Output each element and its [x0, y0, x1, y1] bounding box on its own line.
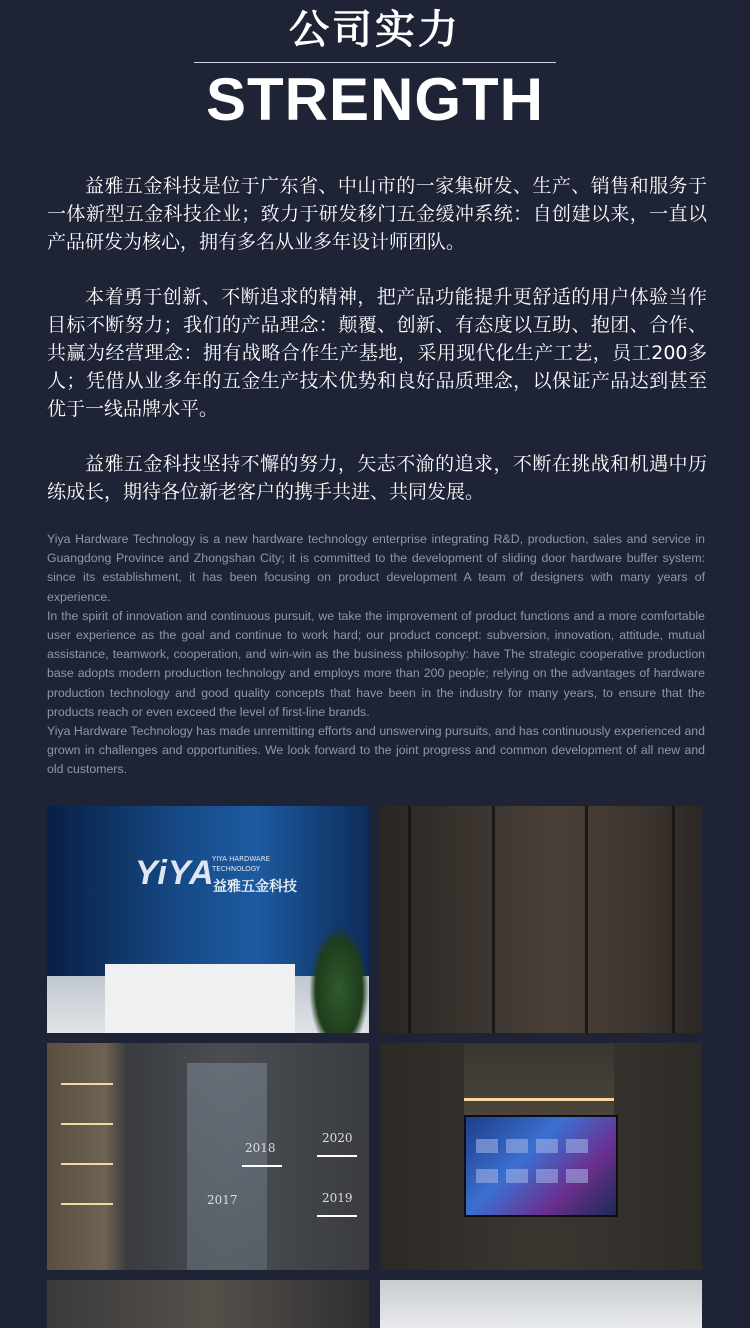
page-title-en: STRENGTH — [206, 66, 544, 133]
television — [464, 1115, 618, 1217]
wall-seam — [672, 806, 675, 1033]
year-label: 2018 — [245, 1141, 276, 1155]
tv-tile — [506, 1169, 528, 1183]
cn-paragraph: 益雅五金科技是位于广东省、中山市的一家集研发、生产、销售和服务于一体新型五金科技企业；致力于研发移门五金缓冲系统：自创建以来，一直以产品研发为核心，拥有多名从业多年设计师团队。 — [47, 175, 707, 253]
wall-seam — [492, 806, 495, 1033]
company-cn-name: 益雅五金科技 — [213, 879, 297, 895]
plant — [309, 926, 369, 1033]
tv-tile — [536, 1169, 558, 1183]
year-label: 2020 — [322, 1131, 353, 1145]
photo-bottom-left — [47, 1280, 369, 1328]
logo-subtitle-line: TECHNOLOGY — [212, 865, 261, 873]
shelf-light — [61, 1083, 113, 1085]
en-paragraph: In the spirit of innovation and continuous pursuit, we take the improvement of product functions and a more comfortable user experience as the goal and continue to work hard; our product concept: subversion, innovation, attitude, mutual assistance, teamwork, cooperation, and win-win as the business philosophy: have The strategic cooperative production base adopts modern production technology and employs more than 200 people; relying on the advantages of hardware production technology and good quality concepts that have been in the industry for many years, to ensure that the products reach or even exceed the level of first-line brands. — [47, 608, 705, 719]
cabinet-light — [464, 1098, 614, 1101]
year-label: 2017 — [207, 1193, 238, 1207]
photo-bottom-right — [380, 1280, 702, 1328]
tv-tile — [476, 1169, 498, 1183]
logo-subtitle-line: YIYA HARDWARE — [212, 855, 271, 863]
company-logo: YiYA — [135, 854, 215, 892]
tv-tile — [566, 1169, 588, 1183]
light-bar — [317, 1215, 357, 1217]
photo-tv-wall — [380, 1043, 702, 1270]
en-paragraph: Yiya Hardware Technology has made unremitting efforts and unswerving pursuits, and has continuously experienced and grown in challenges and opportunities. We look forward to the joint progress and common development of all new and old customers. — [47, 724, 705, 777]
tv-tile — [506, 1139, 528, 1153]
cn-description — [47, 172, 707, 533]
logo-subtitle — [212, 854, 270, 874]
reception-desk — [105, 964, 295, 1033]
wall-seam — [408, 806, 411, 1033]
year-label: 2019 — [322, 1191, 353, 1205]
cn-paragraph: 益雅五金科技坚持不懈的努力，矢志不渝的追求，不断在挑战和机遇中历练成长，期待各位新老客户的携手共进、共同发展。 — [47, 453, 707, 503]
cn-paragraph: 本着勇于创新、不断追求的精神，把产品功能提升更舒适的用户体验当作目标不断努力；我们的产品理念：颠覆、创新、有态度以互助、抱团、合作、共赢为经营理念：拥有战略合作生产基地，采用现代化生产工艺，员工200多人；凭借从业多年的五金生产技术优势和良好品质理念，以保证产品达到甚至优于一线品牌水平。 — [47, 286, 707, 420]
tv-tile — [536, 1139, 558, 1153]
en-description — [47, 530, 705, 780]
light-bar — [317, 1155, 357, 1157]
tv-tile — [476, 1139, 498, 1153]
display-cabinet — [464, 1043, 614, 1115]
shelf-light — [61, 1163, 113, 1165]
photo-display-wall — [47, 1043, 369, 1270]
photo-wood-wall — [380, 806, 702, 1033]
light-bar — [242, 1165, 282, 1167]
wall-seam — [585, 806, 588, 1033]
shelf-light — [61, 1203, 113, 1205]
tv-tile — [566, 1139, 588, 1153]
en-paragraph: Yiya Hardware Technology is a new hardware technology enterprise integrating R&D, production, sales and service in Guangdong Province and Zhongshan City; it is committed to the development of sliding door hardware buffer system: since its establishment, it has been focusing on product development A team of designers with many years of experience. — [47, 532, 705, 604]
shelf-light — [61, 1123, 113, 1125]
page-title-cn: 公司实力 — [289, 7, 461, 53]
title-divider — [194, 62, 556, 63]
photo-reception — [47, 806, 369, 1033]
